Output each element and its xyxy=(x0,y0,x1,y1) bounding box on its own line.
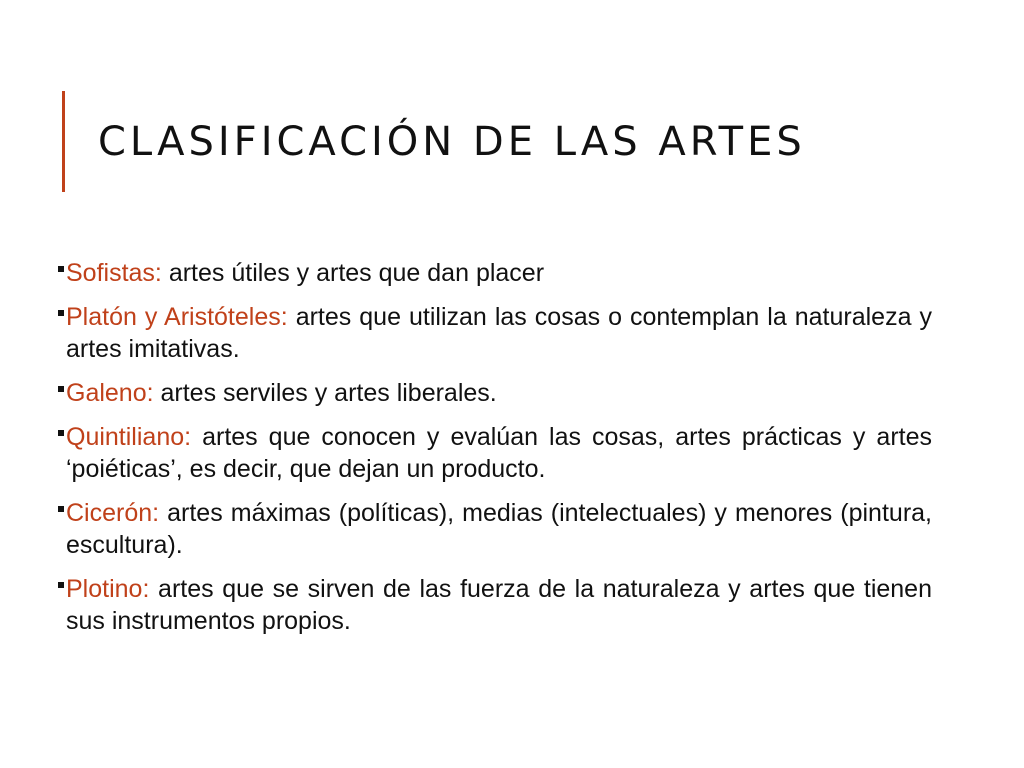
bullet-text: artes que se sirven de las fuerza de la naturaleza y artes que tienen sus instrumentos propios. xyxy=(66,575,932,635)
bullet-text: artes que utilizan las cosas o contemplan la naturaleza y artes imitativas. xyxy=(66,303,932,363)
bullet-item-galeno xyxy=(58,377,932,409)
bullet-item-plotino xyxy=(58,573,932,637)
bullet-term: Sofistas: xyxy=(66,259,162,287)
bullet-text: artes que conocen y evalúan las cosas, artes prácticas y artes ‘poiéticas’, es decir, que dejan un producto. xyxy=(66,423,932,483)
title-accent-bar xyxy=(62,91,65,192)
square-bullet-icon xyxy=(58,582,64,588)
bullet-term: Platón y Aristóteles: xyxy=(66,303,288,331)
bullet-list xyxy=(58,257,932,649)
bullet-item-quintiliano xyxy=(58,421,932,485)
bullet-term: Plotino: xyxy=(66,575,150,603)
bullet-term: Cicerón: xyxy=(66,499,160,527)
bullet-item-sofistas xyxy=(58,257,932,289)
bullet-item-ciceron xyxy=(58,497,932,561)
square-bullet-icon xyxy=(58,506,64,512)
square-bullet-icon xyxy=(58,310,64,316)
square-bullet-icon xyxy=(58,430,64,436)
bullet-item-platon-aristoteles xyxy=(58,301,932,365)
square-bullet-icon xyxy=(58,266,64,272)
bullet-text: artes útiles y artes que dan placer xyxy=(161,259,545,287)
bullet-term: Quintiliano: xyxy=(66,423,192,451)
slide-title: CLASIFICACIÓN DE LAS ARTES xyxy=(98,119,806,165)
square-bullet-icon xyxy=(58,386,64,392)
bullet-text: artes máximas (políticas), medias (intelectuales) y menores (pintura, escultura). xyxy=(66,499,932,559)
bullet-term: Galeno: xyxy=(66,379,154,407)
bullet-text: artes serviles y artes liberales. xyxy=(153,379,497,407)
